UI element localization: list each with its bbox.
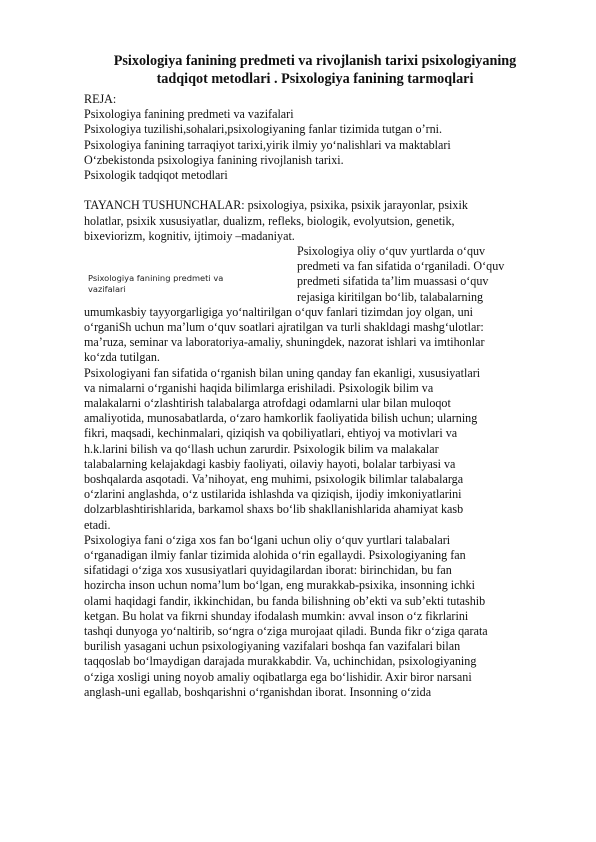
paragraph-2	[84, 366, 546, 533]
plan-item: Psixologiya tuzilishi,sohalari,psixologiyaning fanlar tizimida tutgan o’rni.	[84, 122, 443, 137]
paragraph-line: dolzarblashtirishlarida, barkamol shaxs bo‘lib shakllanishlarida ahamiyat kasb	[84, 502, 464, 517]
plan-item: Psixologiya fanining tarraqiyot tarixi,yirik ilmiy yo‘nalishlari va maktablari	[84, 137, 451, 152]
key-concepts	[84, 198, 546, 244]
title-line-2: tadqiqot metodlari . Psixologiya fanining tarmoqlari	[156, 71, 474, 87]
paragraph-line: malakalarni o‘zlashtirish talabalarga atrofdagi odamlarni ular bilan muloqot	[84, 396, 451, 411]
paragraph-line: anglash-uni egallab, boshqarishni o‘rganishdan iborat. Insonning o‘zida	[84, 684, 432, 699]
paragraph-line: ko‘zda tutilgan.	[84, 350, 160, 365]
paragraph-line: o‘zlarini anglashda, o‘z ustilarida ishlashda va qiziqish, ijodiy imkoniyatlarini	[84, 487, 462, 502]
paragraph-line: o‘rganiSh uchun ma’lum o‘quv soatlari ajratilgan va turli shakldagi mashg‘ulotlar:	[84, 320, 484, 335]
paragraph-line: sifatidagi o‘ziga xos xususiyatlari quyidagilardan iborat: birinchidan, bu fan	[84, 563, 452, 578]
paragraph-line: boshqalarda asqotadi. Va’nihoyat, eng muhimi, psixologik bilimlar talabalarga	[84, 472, 464, 487]
plan-section	[84, 92, 546, 183]
plan-label: REJA:	[84, 92, 117, 106]
paragraph-line: talabalarning kelajakdagi kasbiy faoliyati, oilaviy hayoti, bolalar tarbiyasi va	[84, 456, 456, 471]
paragraph-line: o‘rganadigan ilmiy fanlar tizimida alohida o‘rin egallaydi. Psixologiyaning fan	[84, 548, 466, 563]
paragraph-line: hozircha inson uchun noma’lum bo‘lgan, eng murakkab-psixika, insonning ichki	[84, 578, 475, 593]
title-line-1: Psixologiya fanining predmeti va rivojlanish tarixi psixologiyaning	[113, 53, 517, 69]
paragraph-line: taqqoslab bo‘lmaydigan darajada murakkabdir. Va, uchinchidan, psixologiyaning	[84, 654, 477, 669]
paragraph-line: ma’ruza, seminar va laboratoriya-amaliy, shuningdek, nazorat ishlari va imtihonlar	[84, 335, 485, 350]
key-concepts-line: holatlar, psixik xususiyatlar, dualizm, refleks, biologik, evolyutsion, genetik,	[84, 213, 455, 228]
paragraph-line: ketgan. Bu holat va fikrni shunday ifodalash mumkin: avval inson o‘z fikrlarini	[84, 608, 469, 623]
plan-item: Psixologiya fanining predmeti va vazifalari	[84, 107, 294, 122]
plan-item: Psixologik tadqiqot metodlari	[84, 168, 228, 183]
paragraph-line: fikri, maqsadi, kechinmalari, qiziqish va qobiliyatlari, ehtiyoj va motivlari va	[84, 426, 458, 441]
paragraph-line: umumkasbiy tayyorgarligiga yo‘naltirilgan o‘quv fanlari tizimdan joy olgan, uni	[84, 304, 474, 319]
paragraph-3	[84, 533, 546, 700]
paragraph-line: tashqi dunyoga yo‘naltirib, so‘ngra o‘ziga murojaat qiladi. Bunda fikr o‘ziga qarata	[84, 624, 488, 639]
key-concepts-line: TAYANCH TUSHUNCHALAR: psixologiya, psixika, psixik jarayonlar, psixik	[84, 198, 468, 213]
intro-line: Psixologiya oliy o‘quv yurtlarda o‘quv	[297, 244, 486, 259]
section-intro	[84, 244, 546, 305]
paragraph-line: va nimalarni o‘rganishi haqida bilimlarga erishiladi. Psixologik bilim va	[84, 380, 434, 395]
paragraph-line: etadi.	[84, 517, 111, 532]
intro-line: rejasiga kiritilgan bo‘lib, talabalarning	[297, 289, 484, 304]
intro-line: predmeti sifatida ta’lim muassasi o‘quv	[297, 274, 489, 289]
paragraph-line: amaliyotida, munosabatlarda, o‘zaro hamkorlik faoliyatida bilish uchun; ularning	[84, 411, 478, 426]
side-caption: Psixologiya fanining predmeti va vazifalari	[88, 273, 224, 295]
paragraph-line: o‘ziga xosligi uning noyob amaliy oqibatlarga ega bo‘lishidir. Axir biror narsani	[84, 669, 472, 684]
intro-column	[297, 244, 547, 305]
paragraph-line: h.k.larini bilish va qo‘llash uchun zarurdir. Psixologik bilim va malakalar	[84, 441, 439, 456]
spacer	[84, 183, 546, 198]
paragraph-line: olami haqidagi fandir, ikkinchidan, bu fanda bilishning ob’ekti va sub’ekti tutashib	[84, 593, 486, 608]
paragraph-line: burilish yasagani uchun psixologiyaning vazifalari boshqa fan vazifalari bilan	[84, 639, 461, 654]
plan-item: O‘zbekistonda psixologiya fanining rivojlanish tarixi.	[84, 152, 344, 167]
paragraph-line: Psixologiyani fan sifatida o‘rganish bilan uning qanday fan ekanligi, xususiyatlari	[84, 365, 481, 380]
intro-line: predmeti va fan sifatida o‘rganiladi. O‘quv	[297, 259, 505, 274]
key-concepts-line: bixeviorizm, kognitiv, ijtimoiy –madaniyat.	[84, 228, 295, 243]
paragraph-line: Psixologiya fani o‘ziga xos fan bo‘lgani uchun oliy o‘quv yurtlari talabalari	[84, 532, 451, 547]
document-title	[84, 52, 546, 88]
paragraph-1	[84, 305, 546, 366]
